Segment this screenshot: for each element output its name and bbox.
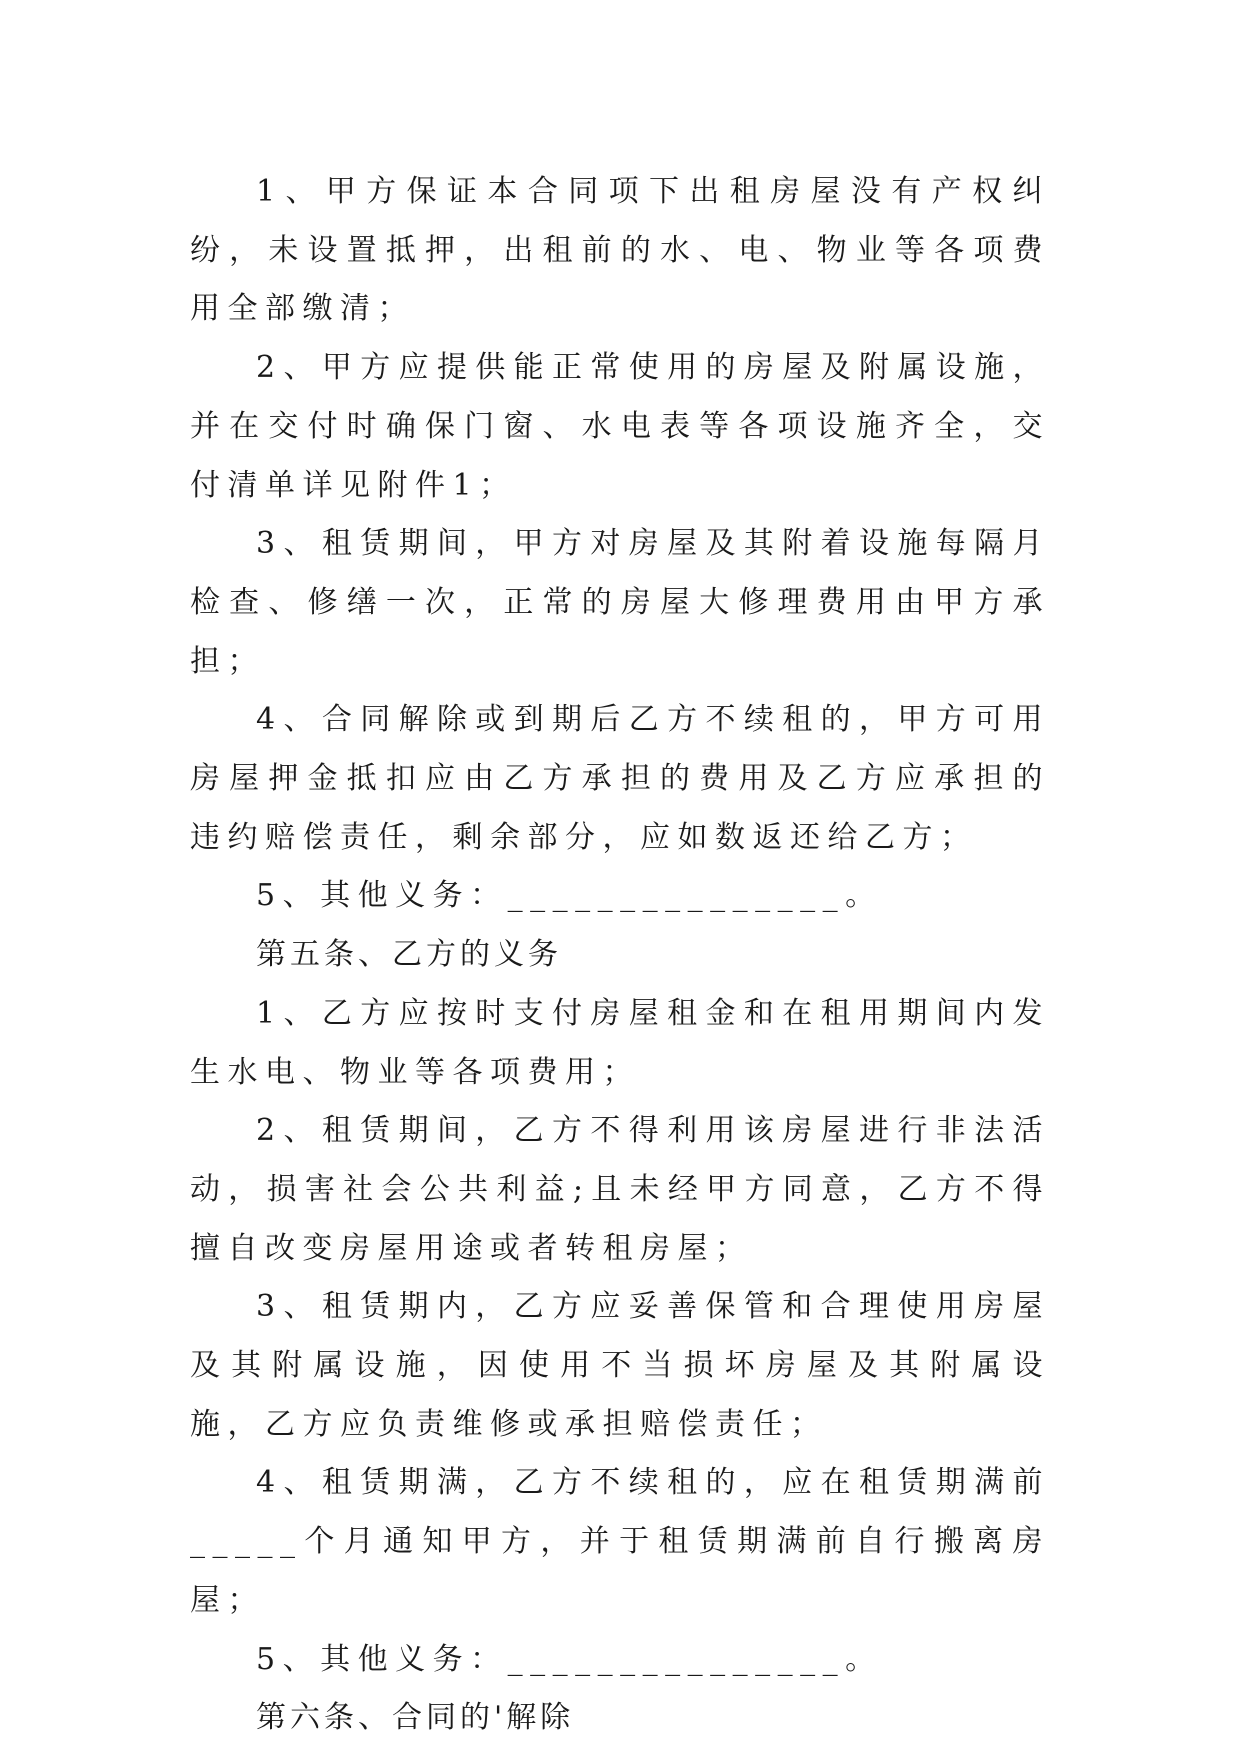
article-6-heading: 第六条、合同的'解除 xyxy=(256,1700,575,1736)
clause-tenant-obligation-4: 4、租赁期满，乙方不续租的，应在租赁期满前_____个月通知甲方，并于租赁期满前自行搬离房屋； xyxy=(190,1465,1050,1618)
clause-tenant-obligation-5: 5、其他义务：_______________。 xyxy=(256,1641,883,1677)
clause-tenant-obligation-2: 2、租赁期间，乙方不得利用该房屋进行非法活动，损害社会公共利益;且未经甲方同意，乙方不得擅自改变房屋用途或者转租房屋； xyxy=(190,1113,1050,1266)
clause-tenant-obligation-3: 3、租赁期内，乙方应妥善保管和合理使用房屋及其附属设施，因使用不当损坏房屋及其附属设施，乙方应负责维修或承担赔偿责任； xyxy=(190,1289,1050,1442)
document-body xyxy=(190,163,1050,1748)
clause-tenant-obligation-1: 1、乙方应按时支付房屋租金和在租用期间内发生水电、物业等各项费用； xyxy=(190,995,1050,1090)
clause-landlord-obligation-2: 2、甲方应提供能正常使用的房屋及附属设施，并在交付时确保门窗、水电表等各项设施齐全，交付清单详见附件1； xyxy=(190,350,1050,503)
clause-landlord-obligation-4: 4、合同解除或到期后乙方不续租的，甲方可用房屋押金抵扣应由乙方承担的费用及乙方应承担的违约赔偿责任，剩余部分，应如数返还给乙方； xyxy=(190,702,1050,855)
clause-landlord-obligation-1: 1、甲方保证本合同项下出租房屋没有产权纠纷，未设置抵押，出租前的水、电、物业等各项费用全部缴清； xyxy=(190,174,1050,327)
article-5-heading: 第五条、乙方的义务 xyxy=(256,937,562,973)
clause-landlord-obligation-5: 5、其他义务：_______________。 xyxy=(256,878,883,914)
clause-landlord-obligation-3: 3、租赁期间，甲方对房屋及其附着设施每隔月检查、修缮一次，正常的房屋大修理费用由甲方承担； xyxy=(190,526,1050,679)
